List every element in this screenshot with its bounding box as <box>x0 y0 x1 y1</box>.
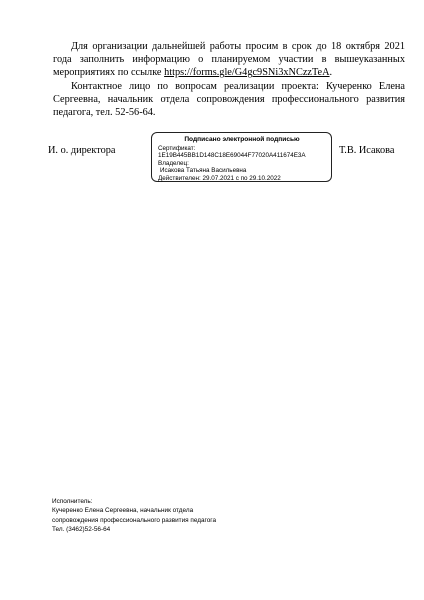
stamp-owner-label: Владелец: <box>158 159 189 167</box>
executor-label: Исполнитель: <box>52 498 93 505</box>
executor-block <box>52 497 216 534</box>
executor-phone: Тел. (3462)52-56-64 <box>52 525 111 533</box>
executor-line-1: Кучеренко Елена Сергеевна, начальник отдела <box>52 507 194 515</box>
stamp-certificate-value: 1E19B445BB1D148C18E69044F77020A411674E3A <box>158 152 306 160</box>
form-link[interactable]: https://forms.gle/G4gc9SNi3xNCzzTeA <box>164 67 330 79</box>
stamp-owner-value: Исакова Татьяна Васильевна <box>160 167 247 175</box>
executor-line-2: сопровождения профессионального развития педагога <box>52 516 217 524</box>
electronic-signature-stamp <box>151 132 332 182</box>
paragraph-deadline-end: . <box>329 67 333 79</box>
paragraph-contact-text: Контактное лицо по вопросам реализации проекта: Кучеренко Елена Сергеевна, начальник отдела сопровождения профессионального развития педагога, тел. 52-56-64. <box>53 81 405 119</box>
signatory-title: И. о. директора <box>48 145 116 156</box>
stamp-title: Подписано электронной подписью <box>184 136 300 143</box>
paragraph-contact-person <box>53 80 405 120</box>
stamp-validity: Действителен: 29.07.2021 с по 29.10.2022 <box>158 174 281 182</box>
paragraph-deadline-request <box>53 40 405 80</box>
stamp-certificate-label: Сертификат: <box>158 144 196 152</box>
signatory-name: Т.В. Исакова <box>339 145 395 156</box>
paragraph-deadline-text: Для организации дальнейшей работы просим в срок до 18 октября 2021 года заполнить информацию о планируемом участии в вышеуказанных мероприятиях по ссылке <box>53 41 405 79</box>
